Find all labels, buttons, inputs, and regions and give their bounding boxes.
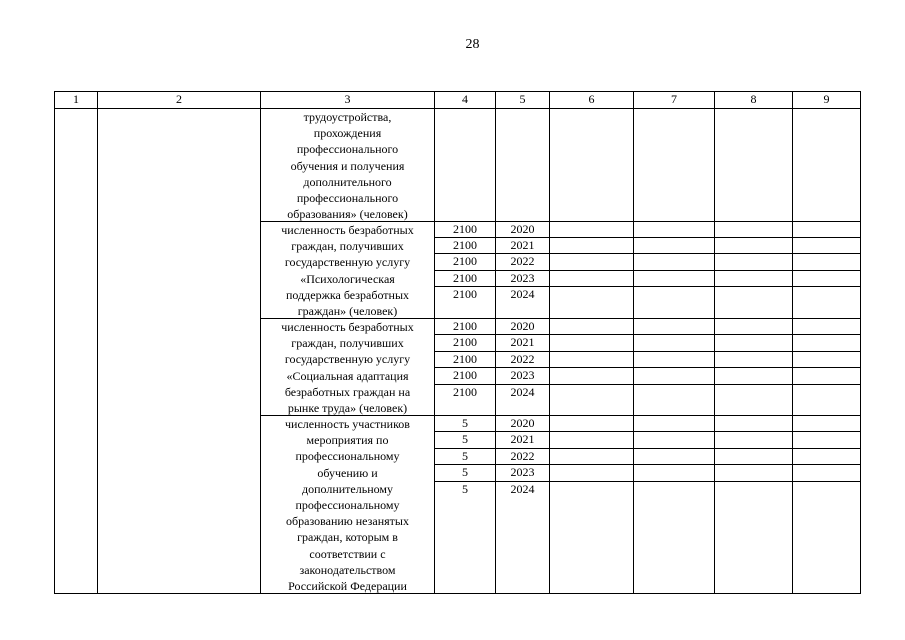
empty-cell	[633, 431, 715, 449]
year-cell	[495, 415, 550, 432]
empty-cell	[633, 253, 715, 271]
empty-cell	[714, 415, 793, 432]
empty-cell	[714, 270, 793, 287]
empty-cell	[549, 318, 634, 335]
empty-cell	[549, 334, 634, 352]
empty-cell	[495, 108, 550, 222]
empty-cell	[633, 108, 715, 222]
empty-cell	[633, 464, 715, 482]
empty-cell	[792, 464, 861, 482]
indicator-year: 2024	[510, 482, 535, 496]
empty-cell	[714, 431, 793, 449]
value-cell	[434, 367, 496, 385]
indicator-text-line: граждан» (человек)	[297, 304, 398, 319]
indicator-value: 2100	[453, 368, 477, 382]
empty-cell	[633, 448, 715, 465]
indicator-text-line: образованию незанятых	[286, 514, 409, 529]
year-cell	[495, 334, 550, 352]
empty-cell	[792, 270, 861, 287]
year-cell	[495, 448, 550, 465]
empty-cell	[633, 367, 715, 385]
empty-cell	[792, 431, 861, 449]
column-number: 7	[671, 92, 677, 106]
indicator-year: 2022	[510, 449, 535, 463]
empty-cell	[714, 367, 793, 385]
empty-cell	[792, 253, 861, 271]
year-cell	[495, 367, 550, 385]
value-cell	[434, 286, 496, 319]
empty-cell	[714, 253, 793, 271]
indicator-text-line: безработных граждан на	[284, 384, 411, 399]
indicator-text-line: профессионального	[296, 142, 399, 157]
indicator-text-line: образования» (человек)	[287, 207, 408, 222]
empty-cell	[792, 318, 861, 335]
indicator-text-line: «Психологическая	[300, 271, 395, 286]
indicator-year: 2023	[510, 368, 535, 382]
column-number: 1	[73, 92, 79, 106]
indicator-value: 2100	[453, 238, 477, 252]
empty-cell	[549, 415, 634, 432]
empty-cell	[633, 237, 715, 254]
empty-cell	[792, 334, 861, 352]
empty-cell	[714, 481, 793, 594]
empty-cell	[434, 108, 496, 222]
empty-cell	[549, 221, 634, 238]
value-cell	[434, 384, 496, 416]
value-cell	[434, 415, 496, 432]
indicator-year: 2021	[510, 335, 535, 349]
year-cell	[495, 270, 550, 287]
value-cell	[434, 318, 496, 335]
indicator-text-cell	[260, 415, 435, 594]
indicator-text-cell	[260, 221, 435, 319]
header-cell	[434, 91, 496, 109]
empty-cell	[792, 415, 861, 432]
year-cell	[495, 464, 550, 482]
indicator-value: 5	[462, 432, 468, 446]
year-cell	[495, 237, 550, 254]
year-cell	[495, 221, 550, 238]
indicator-year: 2020	[510, 416, 535, 430]
empty-cell	[549, 367, 634, 385]
empty-cell	[792, 286, 861, 319]
empty-cell	[549, 237, 634, 254]
indicator-year: 2020	[510, 319, 535, 333]
empty-cell	[549, 431, 634, 449]
column-number: 5	[519, 92, 526, 106]
indicator-value: 2100	[453, 254, 477, 268]
header-cell	[97, 91, 261, 109]
indicator-text-line: прохождения	[313, 126, 382, 141]
indicator-text-line: Российской Федерации	[288, 579, 407, 594]
header-cell	[549, 91, 634, 109]
empty-cell	[549, 253, 634, 271]
indicator-year: 2021	[510, 238, 535, 252]
empty-cell	[633, 481, 715, 594]
indicator-year: 2022	[510, 352, 535, 366]
header-cell	[714, 91, 793, 109]
empty-cell	[549, 351, 634, 368]
value-cell	[434, 351, 496, 368]
indicator-text-line: обучения и получения	[290, 158, 405, 173]
indicator-value: 2100	[453, 222, 477, 236]
value-cell	[434, 481, 496, 594]
indicator-text-line: «Социальная адаптация	[286, 368, 409, 383]
empty-cell	[633, 270, 715, 287]
empty-cell	[633, 286, 715, 319]
column-number: 6	[588, 92, 595, 106]
indicator-text-line: численность безработных	[281, 223, 414, 237]
column-number: 3	[344, 92, 351, 106]
empty-cell	[549, 464, 634, 482]
indicator-year: 2024	[510, 287, 535, 301]
empty-cell	[633, 334, 715, 352]
indicator-year: 2022	[510, 254, 535, 268]
empty-cell	[714, 318, 793, 335]
empty-cell	[549, 448, 634, 465]
indicator-text-line: государственную услугу	[284, 255, 411, 270]
indicator-text-line: мероприятия по	[306, 433, 389, 448]
empty-cell	[714, 384, 793, 416]
value-cell	[434, 221, 496, 238]
empty-cell	[714, 286, 793, 319]
empty-cell	[792, 237, 861, 254]
empty-cell	[549, 384, 634, 416]
indicator-text-line: граждан, получивших	[291, 239, 404, 254]
value-cell	[434, 237, 496, 254]
indicator-value: 5	[462, 482, 468, 496]
year-cell	[495, 384, 550, 416]
value-cell	[434, 464, 496, 482]
empty-cell	[714, 334, 793, 352]
empty-cell	[792, 481, 861, 594]
value-cell	[434, 334, 496, 352]
year-cell	[495, 253, 550, 271]
year-cell	[495, 351, 550, 368]
indicator-value: 5	[462, 416, 468, 430]
empty-cell	[714, 221, 793, 238]
indicator-value: 2100	[453, 352, 477, 366]
indicator-text-line: граждан, получивших	[291, 336, 404, 351]
indicator-text-line: профессиональному	[295, 498, 400, 513]
empty-cell	[792, 448, 861, 465]
body-cell-col2	[97, 108, 261, 594]
indicator-value: 2100	[453, 287, 477, 301]
empty-cell	[714, 351, 793, 368]
indicator-year: 2021	[510, 432, 535, 446]
indicator-text-line: граждан, которым в	[297, 530, 398, 545]
indicator-text-line: профессионального	[296, 191, 399, 206]
indicator-text-line: численность безработных	[281, 320, 414, 334]
indicator-text-line: численность участников	[285, 417, 410, 431]
indicator-text-line: соответствии с	[309, 546, 386, 561]
value-cell	[434, 431, 496, 449]
indicator-value: 5	[462, 465, 468, 479]
indicator-text-cell	[260, 318, 435, 416]
empty-cell	[714, 464, 793, 482]
indicator-year: 2024	[510, 385, 535, 399]
indicator-text-line: поддержка безработных	[285, 287, 410, 302]
header-cell	[633, 91, 715, 109]
empty-cell	[549, 481, 634, 594]
empty-cell	[633, 318, 715, 335]
empty-cell	[633, 221, 715, 238]
body-cell-col1	[54, 108, 98, 594]
indicator-text-cell	[260, 108, 435, 222]
indicator-text-line: профессиональному	[295, 449, 400, 464]
indicator-text-line: рынке труда» (человек)	[287, 401, 408, 416]
empty-cell	[714, 108, 793, 222]
indicator-value: 2100	[453, 271, 477, 285]
empty-cell	[633, 351, 715, 368]
indicator-year: 2023	[510, 465, 535, 479]
empty-cell	[633, 415, 715, 432]
indicator-value: 2100	[453, 319, 477, 333]
header-cell	[792, 91, 861, 109]
column-number: 8	[750, 92, 757, 106]
header-cell	[54, 91, 98, 109]
empty-cell	[714, 448, 793, 465]
indicator-text-line: трудоустройства,	[303, 110, 392, 124]
year-cell	[495, 481, 550, 594]
column-number: 2	[176, 92, 182, 106]
year-cell	[495, 286, 550, 319]
indicator-text-line: законодательством	[299, 562, 396, 577]
empty-cell	[792, 367, 861, 385]
empty-cell	[792, 384, 861, 416]
column-number: 9	[823, 92, 830, 106]
empty-cell	[549, 108, 634, 222]
empty-cell	[792, 108, 861, 222]
indicator-year: 2020	[510, 222, 535, 236]
year-cell	[495, 431, 550, 449]
value-cell	[434, 270, 496, 287]
empty-cell	[549, 270, 634, 287]
empty-cell	[549, 286, 634, 319]
indicator-year: 2023	[510, 271, 535, 285]
header-cell	[495, 91, 550, 109]
empty-cell	[792, 351, 861, 368]
header-cell	[260, 91, 435, 109]
indicator-text-line: дополнительному	[301, 481, 394, 496]
indicator-value: 2100	[453, 335, 477, 349]
indicator-text-line: обучению и	[317, 465, 378, 480]
year-cell	[495, 318, 550, 335]
value-cell	[434, 448, 496, 465]
indicator-text-line: дополнительного	[303, 174, 392, 189]
column-number: 4	[462, 92, 468, 106]
value-cell	[434, 253, 496, 271]
indicator-value: 2100	[453, 385, 477, 399]
indicator-value: 5	[462, 449, 468, 463]
page-number: 28	[465, 37, 480, 52]
empty-cell	[633, 384, 715, 416]
empty-cell	[714, 237, 793, 254]
empty-cell	[792, 221, 861, 238]
indicator-text-line: государственную услугу	[284, 352, 411, 367]
